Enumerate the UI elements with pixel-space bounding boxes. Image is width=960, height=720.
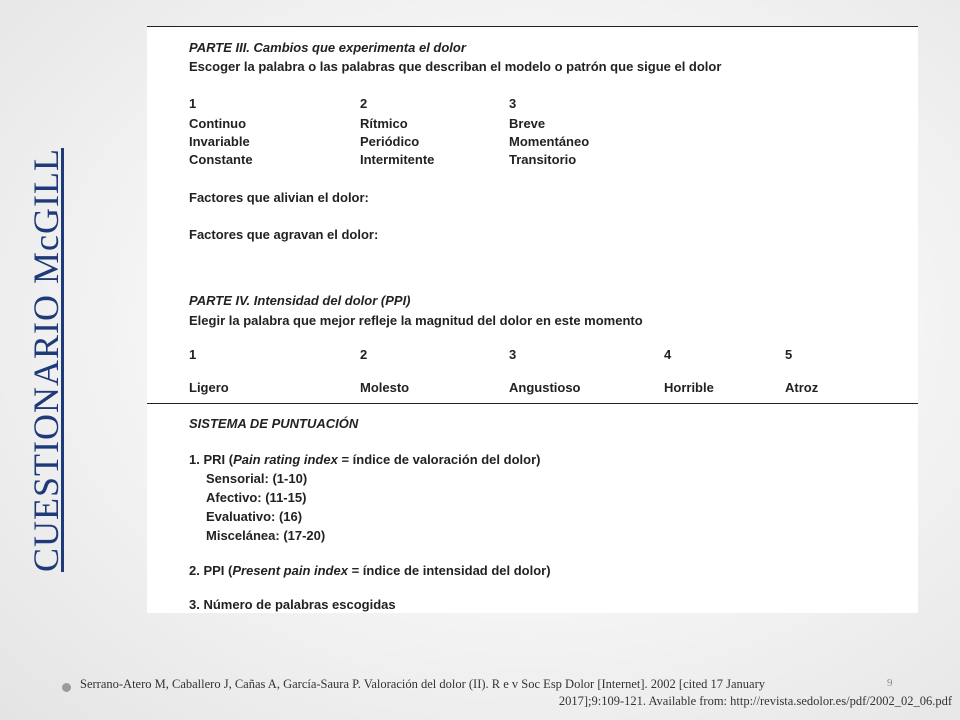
pattern-col3-num: 3 bbox=[509, 96, 517, 111]
pattern-word: Rítmico bbox=[360, 116, 408, 131]
bullet-icon bbox=[62, 683, 71, 692]
relieving-factors-label: Factores que alivian el dolor: bbox=[189, 190, 369, 205]
pattern-word: Momentáneo bbox=[509, 134, 590, 149]
citation-line-2: 2017];9:109-121. Available from: http://revista.sedolor.es/pdf/2002_02_06.pdf bbox=[558, 694, 952, 708]
intensity-word: Horrible bbox=[664, 380, 714, 395]
scoring-item-word-count: 3. Número de palabras escogidas bbox=[189, 597, 396, 612]
intensity-word: Ligero bbox=[189, 380, 229, 395]
intensity-word: Angustioso bbox=[509, 380, 581, 395]
intensity-word: Molesto bbox=[360, 380, 410, 395]
intensity-num: 1 bbox=[189, 347, 197, 362]
pattern-word: Breve bbox=[509, 116, 546, 131]
pattern-col1-num: 1 bbox=[189, 96, 197, 111]
scoring-heading: SISTEMA DE PUNTUACIÓN bbox=[189, 416, 359, 431]
intensity-word: Atroz bbox=[785, 380, 819, 395]
pattern-word: Constante bbox=[189, 152, 253, 167]
pattern-word: Continuo bbox=[189, 116, 247, 131]
pri-subitem: Miscelánea: (17-20) bbox=[206, 528, 326, 543]
intensity-num: 4 bbox=[664, 347, 672, 362]
pri-subitem: Sensorial: (1-10) bbox=[206, 471, 308, 486]
intensity-num: 5 bbox=[785, 347, 793, 362]
pri-subitem: Afectivo: (11-15) bbox=[206, 490, 307, 505]
pri-subitem: Evaluativo: (16) bbox=[206, 509, 303, 524]
part4-heading: PARTE IV. Intensidad del dolor (PPI) bbox=[189, 293, 411, 308]
part3-instruction: Escoger la palabra o las palabras que describan el modelo o patrón que sigue el dolor bbox=[189, 59, 722, 74]
page-number: 9 bbox=[887, 677, 893, 689]
citation-line-1: Serrano-Atero M, Caballero J, Cañas A, García-Saura P. Valoración del dolor (II). R e v Soc Esp Dolor [Internet]. 2002 [cited 17 January bbox=[80, 677, 765, 691]
scoring-item-pri: 1. PRI (Pain rating index = índice de valoración del dolor) bbox=[189, 452, 541, 467]
pattern-word: Transitorio bbox=[509, 152, 577, 167]
pattern-word: Invariable bbox=[189, 134, 250, 149]
questionnaire-document bbox=[147, 26, 918, 613]
top-rule bbox=[147, 26, 918, 27]
citation bbox=[80, 676, 952, 710]
aggravating-factors-label: Factores que agravan el dolor: bbox=[189, 227, 379, 242]
intensity-num: 2 bbox=[360, 347, 368, 362]
part3-heading: PARTE III. Cambios que experimenta el dolor bbox=[189, 40, 466, 55]
intensity-num: 3 bbox=[509, 347, 517, 362]
slide-title: CUESTIONARIO McGILL bbox=[26, 148, 66, 572]
section-rule bbox=[147, 403, 918, 404]
pattern-word: Intermitente bbox=[360, 152, 435, 167]
pattern-col2-num: 2 bbox=[360, 96, 368, 111]
scoring-item-ppi: 2. PPI (Present pain index = índice de intensidad del dolor) bbox=[189, 563, 551, 578]
part4-instruction: Elegir la palabra que mejor refleje la magnitud del dolor en este momento bbox=[189, 313, 643, 328]
pattern-word: Periódico bbox=[360, 134, 420, 149]
